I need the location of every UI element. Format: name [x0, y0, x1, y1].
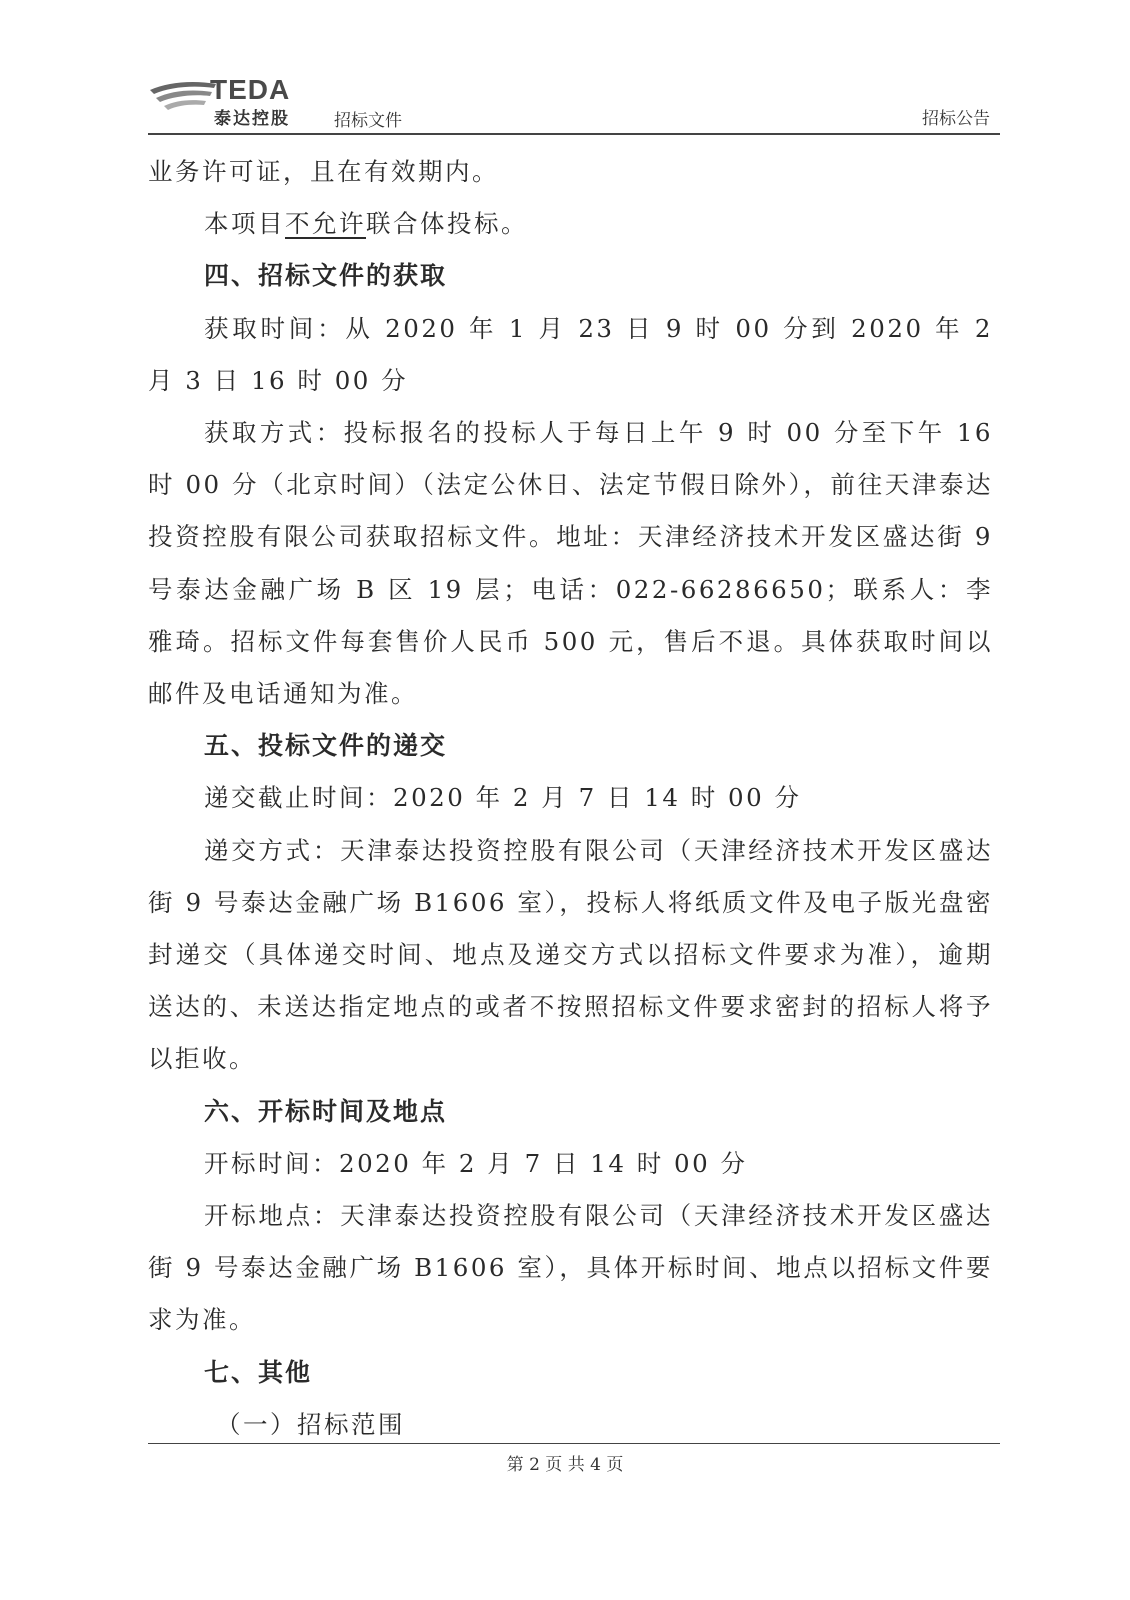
- subheading-scope: （一）招标范围: [216, 1409, 405, 1439]
- paragraph-consortium: [148, 198, 993, 250]
- document-type: 招标文件: [334, 111, 402, 131]
- brand-name: TEDA: [210, 74, 291, 105]
- paragraph-acquisition-method: 获取方式：投标报名的投标人于每日上午 9 时 00 分至下午 16 时 00 分（北京时间）（法定公休日、法定节假日除外），前往天津泰达投资控股有限公司获取招标文件。地址：天津经济技术开发区盛达街 9 号泰达金融广场 B 区 19 层；电话：022-66286650；联系人：李雅琦。招标文件每套售价人民币 500 元，售后不退。具体获取时间以邮件及电话通知为准。: [148, 418, 993, 709]
- brand-name-cn: 泰达控股: [214, 109, 290, 129]
- heading-opening: 六、开标时间及地点: [204, 1096, 448, 1126]
- document-body: [148, 146, 993, 1451]
- section-tag: 招标公告: [922, 109, 990, 129]
- paragraph-license: 业务许可证，且在有效期内。: [148, 157, 499, 186]
- paragraph-opening-place: 开标地点：天津泰达投资控股有限公司（天津经济技术开发区盛达街 9 号泰达金融广场 B1606 室），具体开标时间、地点以招标文件要求为准。: [148, 1201, 993, 1335]
- paragraph-acquisition-time: 获取时间：从 2020 年 1 月 23 日 9 时 00 分到 2020 年 2 月 3 日 16 时 00 分: [148, 313, 993, 395]
- consortium-underlined: 不允许: [285, 209, 366, 239]
- consortium-text: 本项目: [204, 209, 285, 239]
- heading-submission: 五、投标文件的递交: [204, 731, 448, 761]
- header-divider: [148, 133, 1000, 135]
- teda-logo: [148, 72, 348, 128]
- footer-divider: [148, 1443, 1000, 1444]
- paragraph-opening-time: 开标时间：2020 年 2 月 7 日 14 时 00 分: [204, 1148, 748, 1178]
- page-header: [148, 72, 1000, 132]
- paragraph-submission-method: 递交方式：天津泰达投资控股有限公司（天津经济技术开发区盛达街 9 号泰达金融广场 B1606 室），投标人将纸质文件及电子版光盘密封递交（具体递交时间、地点及递交方式以招标文件要求为准），逾期送达的、未送达指定地点的或者不按照招标文件要求密封的招标人将予以拒收。: [148, 835, 993, 1074]
- page-number: 第 2 页 共 4 页: [506, 1455, 624, 1475]
- paragraph-submission-deadline: 递交截止时间：2020 年 2 月 7 日 14 时 00 分: [204, 783, 802, 813]
- heading-other: 七、其他: [204, 1357, 313, 1387]
- consortium-text-end: 联合体投标。: [366, 209, 528, 239]
- heading-acquisition: 四、招标文件的获取: [204, 261, 448, 291]
- teda-swoosh-icon: [148, 72, 218, 116]
